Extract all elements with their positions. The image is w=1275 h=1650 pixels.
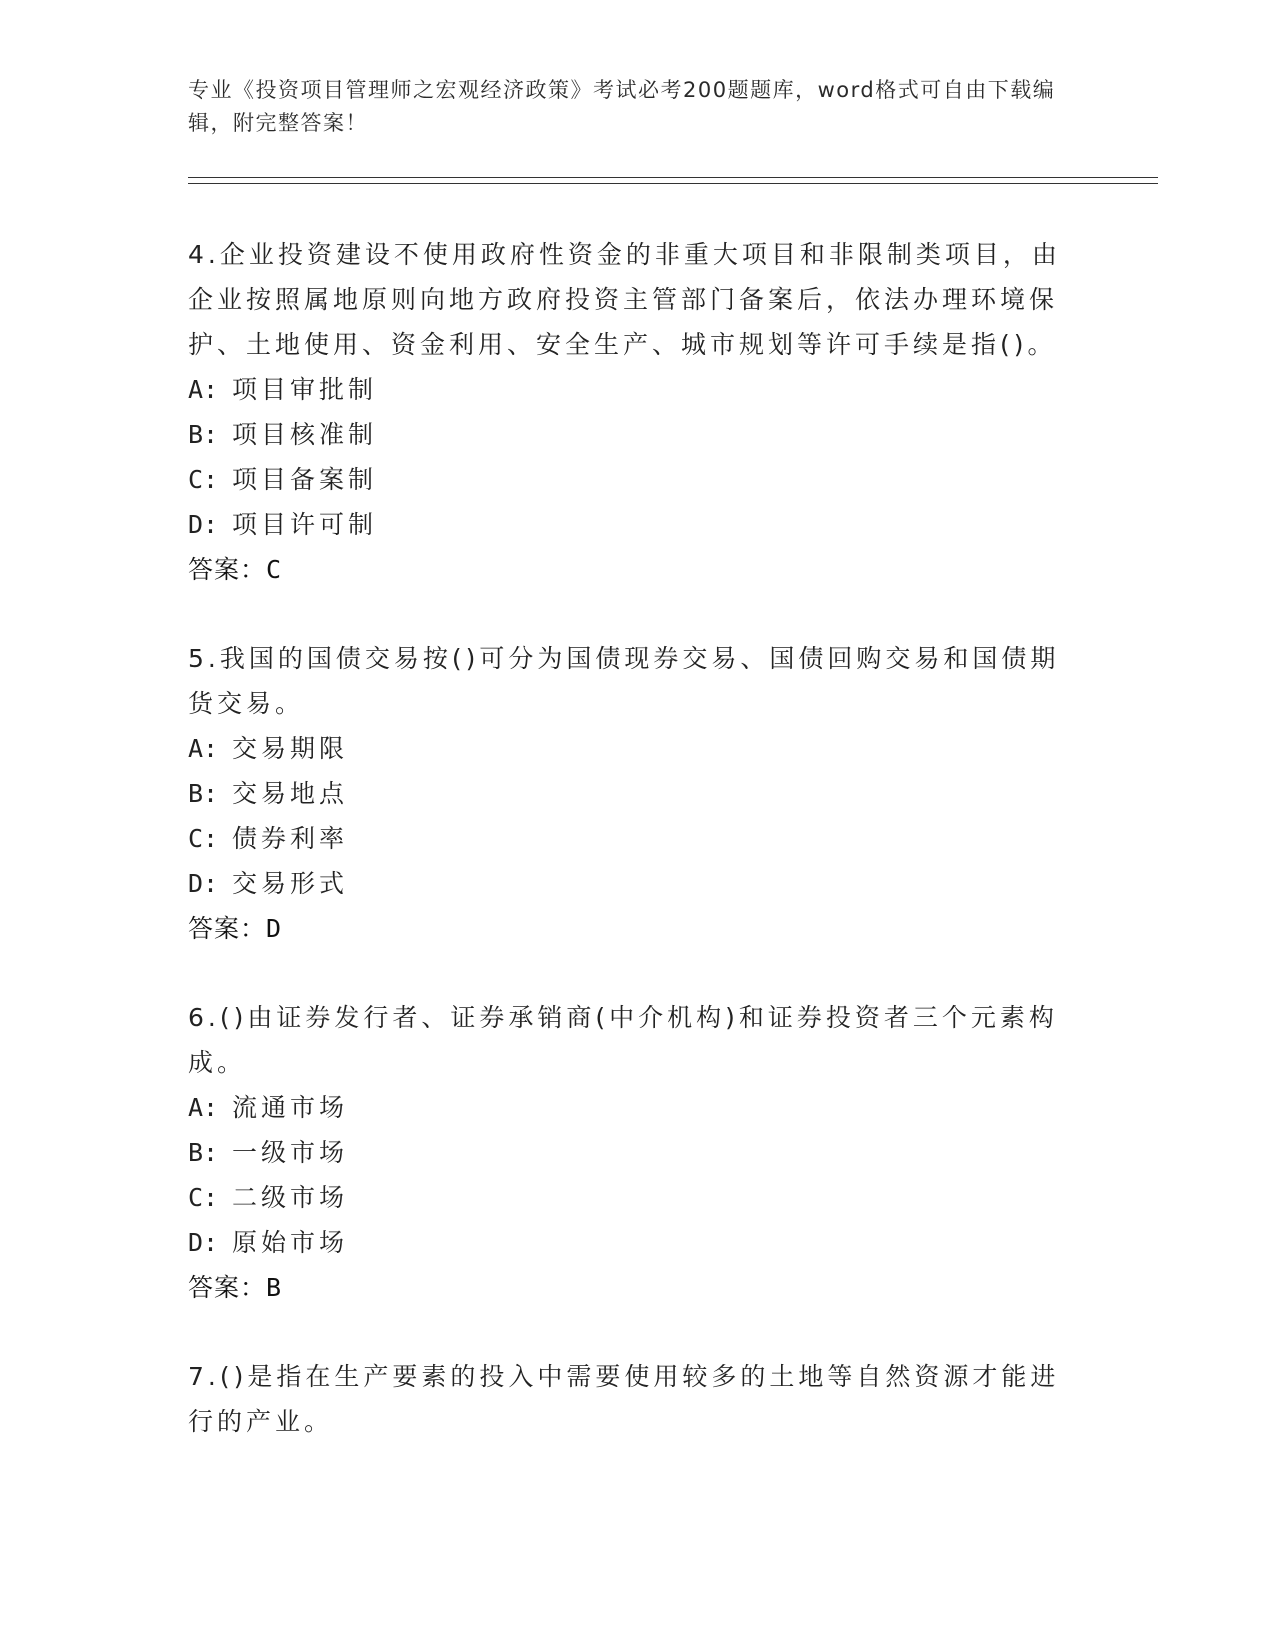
option-b — [188, 1130, 1078, 1175]
option-c — [188, 457, 1078, 502]
answer-value: C — [266, 555, 283, 584]
answer-label: 答案： — [188, 914, 267, 943]
option-text: 项目审批制 — [232, 375, 378, 404]
option-d — [188, 502, 1078, 547]
option-text: 流通市场 — [232, 1093, 349, 1122]
answer-line — [188, 906, 1078, 951]
question-stem: 4.企业投资建设不使用政府性资金的非重大项目和非限制类项目，由企业按照属地原则向地方政府投资主管部门备案后，依法办理环境保护、土地使用、资金利用、安全生产、城市规划等许可手续是指()。 — [188, 240, 1061, 359]
option-text: 交易期限 — [232, 734, 349, 763]
option-text: 原始市场 — [232, 1228, 349, 1257]
option-c — [188, 816, 1078, 861]
option-a — [188, 367, 1078, 412]
answer-label: 答案： — [188, 1273, 267, 1302]
option-letter: B: — [188, 420, 219, 449]
option-d — [188, 1220, 1078, 1265]
option-letter: C: — [188, 465, 219, 494]
option-text: 二级市场 — [232, 1183, 349, 1212]
question-6 — [188, 995, 1078, 1310]
answer-value: D — [266, 914, 283, 943]
header-divider-bottom — [188, 183, 1158, 184]
option-letter: B: — [188, 1138, 219, 1167]
option-b — [188, 771, 1078, 816]
option-a — [188, 1085, 1078, 1130]
option-letter: B: — [188, 779, 219, 808]
answer-label: 答案： — [188, 555, 267, 584]
option-c — [188, 1175, 1078, 1220]
option-letter: C: — [188, 824, 219, 853]
option-d — [188, 861, 1078, 906]
option-a — [188, 726, 1078, 771]
option-text: 交易地点 — [232, 779, 349, 808]
question-stem: 6.()由证券发行者、证券承销商(中介机构)和证券投资者三个元素构成。 — [188, 1003, 1058, 1077]
answer-value: B — [266, 1273, 283, 1302]
question-7 — [188, 1354, 1078, 1444]
option-text: 项目备案制 — [232, 465, 378, 494]
header-divider-top — [188, 177, 1158, 178]
option-text: 项目核准制 — [232, 420, 378, 449]
question-4 — [188, 232, 1078, 592]
option-letter: D: — [188, 869, 219, 898]
question-stem: 7.()是指在生产要素的投入中需要使用较多的土地等自然资源才能进行的产业。 — [188, 1362, 1060, 1436]
option-letter: A: — [188, 1093, 219, 1122]
question-5 — [188, 636, 1078, 951]
question-stem: 5.我国的国债交易按()可分为国债现券交易、国债回购交易和国债期货交易。 — [188, 644, 1060, 718]
option-letter: D: — [188, 510, 219, 539]
option-letter: C: — [188, 1183, 219, 1212]
question-list — [188, 232, 1078, 1488]
option-letter: A: — [188, 375, 219, 404]
option-text: 一级市场 — [232, 1138, 349, 1167]
answer-line — [188, 1265, 1078, 1310]
option-text: 债券利率 — [232, 824, 349, 853]
document-header: 专业《投资项目管理师之宏观经济政策》考试必考200题题库，word格式可自由下载编辑，附完整答案！ — [188, 78, 1056, 135]
option-b — [188, 412, 1078, 457]
option-letter: D: — [188, 1228, 219, 1257]
answer-line — [188, 547, 1078, 592]
option-text: 交易形式 — [232, 869, 349, 898]
option-letter: A: — [188, 734, 219, 763]
option-text: 项目许可制 — [232, 510, 378, 539]
